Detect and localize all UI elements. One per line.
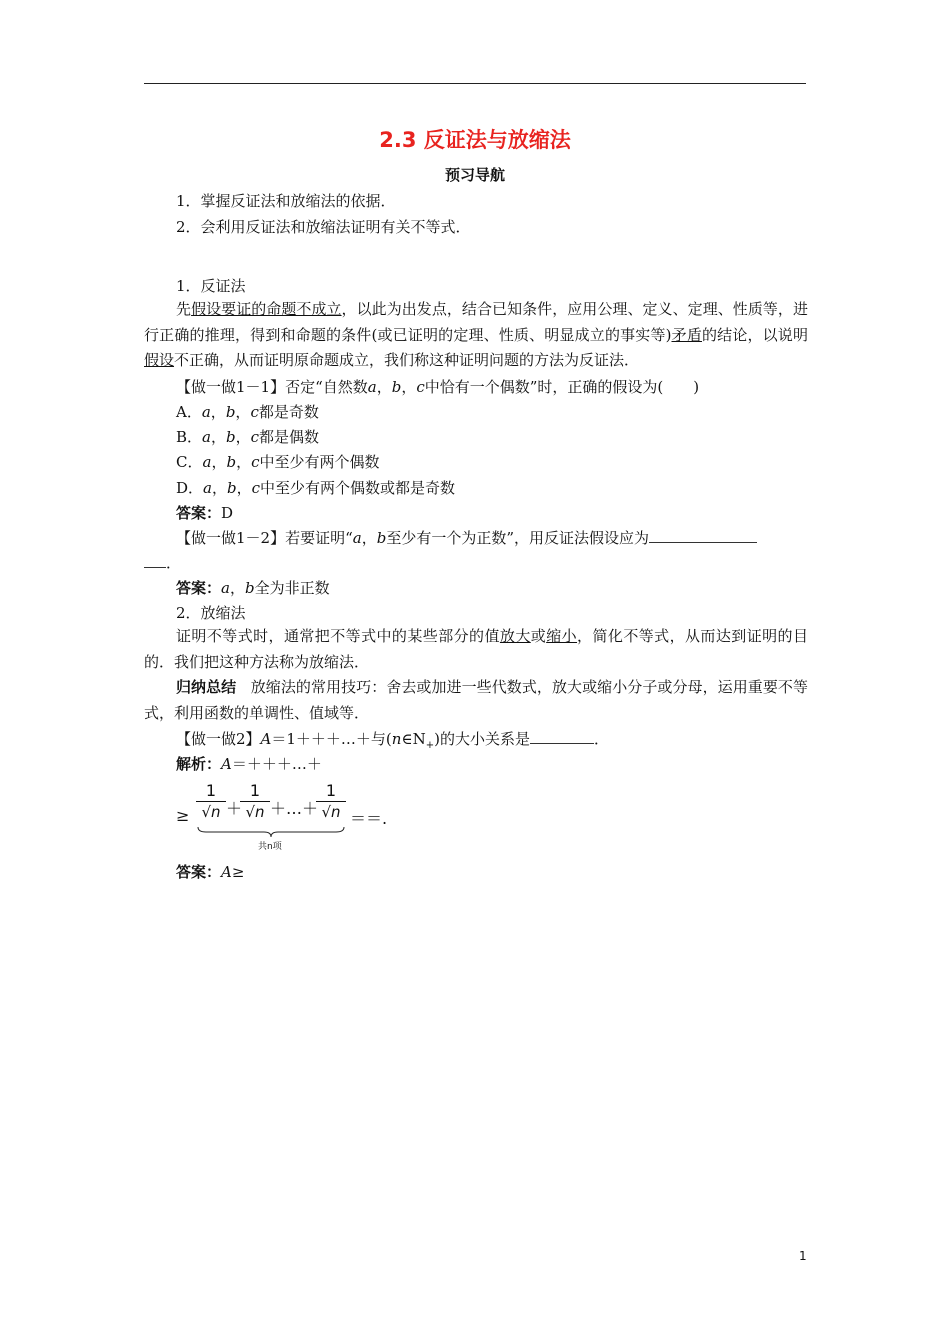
page-number: 1 [799,1249,807,1263]
answer-blank-2[interactable] [530,729,594,744]
section1-heading: 1．反证法 [176,277,246,295]
exercise-1-2-continuation: ． [144,553,181,573]
option-a: A．a，b，c都是奇数 [176,403,319,421]
exercise-1-1-answer: 答案：D [176,504,234,522]
section2-paragraph: 证明不等式时，通常把不等式中的某些部分的值放大或缩小，简化不等式，从而达到证明的目的．我们把这种方法称为放缩法． [144,627,808,671]
section1-paragraph: 先假设要证的命题不成立，以此为出发点，结合已知条件，应用公理、定义、定理、性质等，进行正确的推理，得到和命题的条件(或已证明的定理、性质、明显成立的事实等)矛盾的结论，以说明假设不正确，从而证明原命题成立，我们称这种证明问题的方法为反证法． [144,300,808,369]
exercise-1-2-answer: 答案：a，b全为非正数 [176,579,330,597]
section2-heading: 2．放缩法 [176,604,246,622]
plus-1: ＋ [226,799,243,818]
goal-2: 2．会利用反证法和放缩法证明有关不等式． [176,218,471,236]
exercise-2-answer: 答案：A≥ [176,863,245,881]
option-d: D．a，b，c中至少有两个偶数或都是奇数 [176,479,456,497]
header-rule [144,83,806,84]
geq-symbol: ≥ [176,806,190,825]
exercise-1-1-question: 【做一做1－1】否定“自然数a，b，c中恰有一个偶数”时，正确的假设为( ) [176,378,700,396]
answer-blank-continuation[interactable] [144,553,166,568]
fraction-2: 1 √n [240,782,270,821]
goal-1: 1．掌握反证法和放缩法的依据． [176,192,396,210]
ellipsis-plus: ＋…＋ [270,799,319,818]
equals-tail: ＝＝. [350,809,388,828]
page-subtitle: 预习导航 [444,166,505,184]
exercise-1-2-question: 【做一做1－2】若要证明“a，b至少有一个为正数”，用反证法假设应为 [176,528,757,548]
option-b: B．a，b，c都是偶数 [176,428,320,446]
fraction-n: 1 √n [316,782,346,821]
option-c: C．a，b，c中至少有两个偶数 [176,453,380,471]
fraction-1: 1 √n [196,782,226,821]
summary-label: 归纳总结 [176,678,237,696]
page-title: 2.3 反证法与放缩法 [379,128,571,152]
exercise-2-question: 【做一做2】A＝1＋＋＋…＋与$(n\in N_+)$的大小关系是 ． [176,730,609,751]
underbrace [196,826,346,838]
answer-blank[interactable] [649,528,757,543]
term-count-note: 共n项 [258,842,282,852]
analysis-line: 解析：A＝＋＋＋…＋ [176,755,322,773]
summary-paragraph: 归纳总结 放缩法的常用技巧：舍去或加进一些代数式，放大或缩小分子或分母，运用重要不等式，利用函数的单调性、值域等． [144,678,808,722]
